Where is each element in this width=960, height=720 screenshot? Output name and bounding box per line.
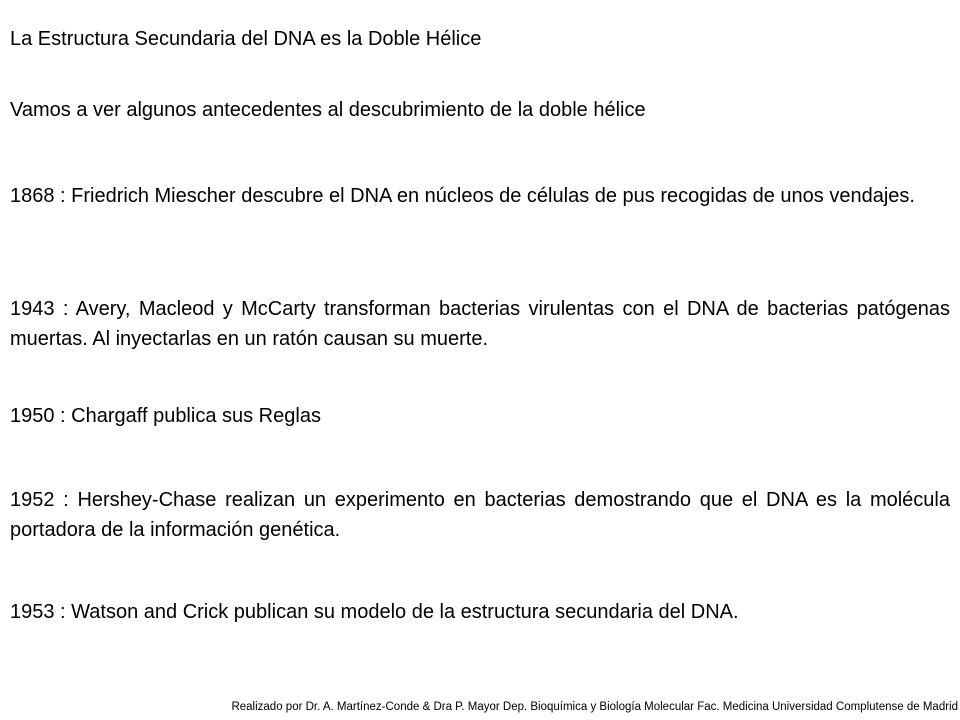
credits-footer: Realizado por Dr. A. Martínez-Conde & Dra P. Mayor Dep. Bioquímica y Biología Molecular Fac. Medicina Universidad Complutense de Madrid	[231, 701, 958, 713]
timeline-entry-1868: 1868 : Friedrich Miescher descubre el DNA en núcleos de células de pus recogidas de unos vendajes.	[10, 185, 915, 207]
intro-text: Vamos a ver algunos antecedentes al descubrimiento de la doble hélice	[10, 99, 646, 121]
timeline-entry-1952: 1952 : Hershey-Chase realizan un experimento en bacterias demostrando que el DNA es la molécula portadora de la información genética.	[10, 489, 950, 541]
timeline-entry-1943: 1943 : Avery, Macleod y McCarty transforman bacterias virulentas con el DNA de bacterias patógenas muertas. Al inyectarlas en un ratón causan su muerte.	[10, 298, 950, 350]
timeline-entry-1953: 1953 : Watson and Crick publican su modelo de la estructura secundaria del DNA.	[10, 601, 739, 623]
slide-title: La Estructura Secundaria del DNA es la Doble Hélice	[10, 28, 482, 50]
timeline-entry-1950: 1950 : Chargaff publica sus Reglas	[10, 405, 321, 427]
